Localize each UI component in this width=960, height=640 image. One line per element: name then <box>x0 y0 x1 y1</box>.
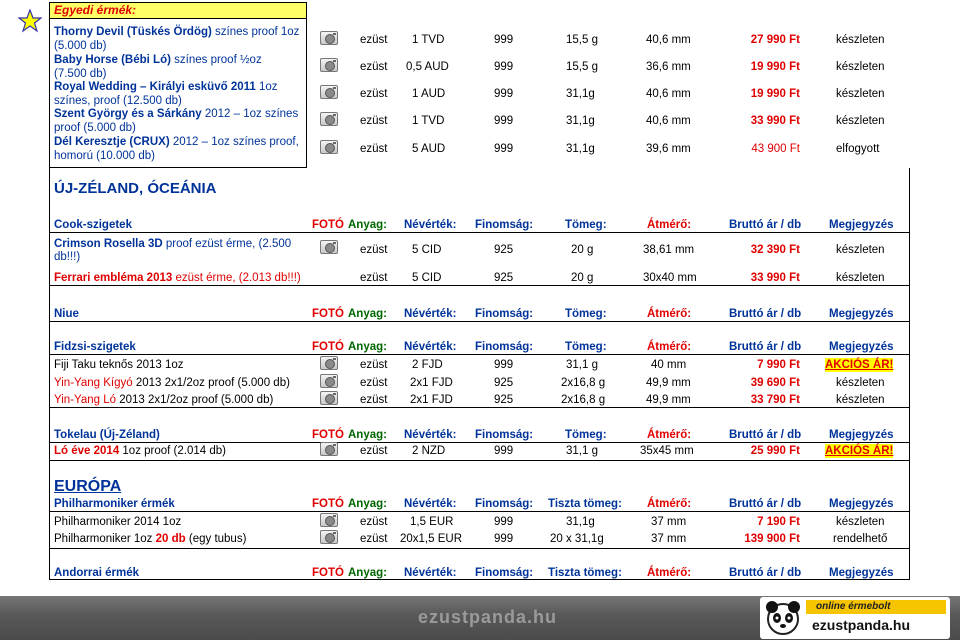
col-nevertek: Névérték: <box>404 219 457 231</box>
tokelau-row-1-nevertek: 2 NZD <box>412 445 446 457</box>
tokelau-header-underline <box>49 442 910 443</box>
phil-row-1-megj: készleten <box>836 516 885 528</box>
fidzsi-row-3-ar: 33 790 Ft <box>750 394 800 406</box>
top-row-1-megj: készleten <box>836 34 885 46</box>
photo-icon[interactable] <box>320 530 338 544</box>
col-finomsag: Finomság: <box>475 341 534 353</box>
cook-row-2-ar: 33 990 Ft <box>750 272 800 284</box>
fidzsi-row-2-atmero: 49,9 mm <box>646 377 691 389</box>
top-row-2-tomeg: 15,5 g <box>566 61 598 73</box>
fidzsi-row-1-ar: 7 990 Ft <box>757 359 800 371</box>
top-row-3-nevertek: 1 AUD <box>412 88 446 100</box>
fidzsi-row-2-megj: készleten <box>836 377 885 389</box>
top-item-1-line2: (5.000 db) <box>54 40 107 52</box>
footer-watermark: ezustpanda.hu <box>418 607 558 627</box>
top-row-3-tomeg: 31,1g <box>566 88 595 100</box>
phil-row-2-name: Philharmoniker 1oz 20 db (egy tubus) <box>54 533 247 545</box>
top-row-1-finomsag: 999 <box>494 34 514 46</box>
cook-row-1-name-l2: db!!!) <box>54 251 81 263</box>
cook-row-1-name-l1: Crimson Rosella 3D proof ezüst érme, (2.500 <box>54 238 292 250</box>
fidzsi-row-2-anyag: ezüst <box>360 377 388 389</box>
tokelau-row-1-tomeg: 31,1 g <box>566 445 598 457</box>
col-finomsag: Finomság: <box>475 219 534 231</box>
phil-row-1-tomeg: 31,1g <box>566 516 595 528</box>
tokelau-section-name: Tokelau (Új-Zéland) <box>54 429 160 441</box>
top-row-4-megj: készleten <box>836 115 885 127</box>
col-foto: FOTÓ <box>312 429 344 441</box>
phil-row-2-tomeg: 20 x 31,1g <box>550 533 604 545</box>
cook-row-2-finomsag: 925 <box>494 272 514 284</box>
cook-row-2-megj: készleten <box>836 272 885 284</box>
col-finomsag: Finomság: <box>475 498 534 510</box>
top-item-3-line1: Royal Wedding – Királyi esküvő 2011 1oz <box>54 81 278 93</box>
top-item-2-line1: Baby Horse (Bébi Ló) színes proof ½oz <box>54 54 262 66</box>
niue-header-underline <box>49 321 910 322</box>
photo-icon[interactable] <box>320 442 338 456</box>
col-tomeg: Tömeg: <box>565 341 607 353</box>
logo-brand: ezustpanda.hu <box>812 617 911 633</box>
col-megj: Megjegyzés <box>829 219 894 231</box>
fidzsi-row-3-atmero: 49,9 mm <box>646 394 691 406</box>
tokelau-row-1-name: Ló éve 2014 1oz proof (2.014 db) <box>54 445 226 457</box>
egyedi-label: Egyedi érmék: <box>54 3 137 17</box>
top-row-4-ar: 33 990 Ft <box>750 115 800 127</box>
phil-row-2-finomsag: 999 <box>494 533 514 545</box>
cook-row-1-nevertek: 5 CID <box>412 244 442 256</box>
col-ar: Bruttó ár / db <box>729 308 802 320</box>
tokelau-underline <box>49 460 910 461</box>
top-row-1-nevertek: 1 TVD <box>412 34 445 46</box>
col-megj: Megjegyzés <box>829 429 894 441</box>
cook-header-underline <box>49 232 910 233</box>
col-nevertek: Névérték: <box>404 567 457 579</box>
top-row-5-megj: elfogyott <box>836 143 880 155</box>
phil-row-1-finomsag: 999 <box>494 516 514 528</box>
col-foto: FOTÓ <box>312 308 344 320</box>
col-atmero: Átmérő: <box>647 567 692 579</box>
top-row-4-tomeg: 31,1g <box>566 115 595 127</box>
top-row-4-nevertek: 1 TVD <box>412 115 445 127</box>
fidzsi-row-2-finomsag: 925 <box>494 377 514 389</box>
photo-icon[interactable] <box>320 31 338 45</box>
top-item-2-line2: (7.500 db) <box>54 68 107 80</box>
top-row-5-anyag: ezüst <box>360 143 388 155</box>
top-row-5-ar: 43 900 Ft <box>751 143 800 155</box>
cook-row-2-tomeg: 20 g <box>571 272 594 284</box>
col-tiszta-tomeg: Tiszta tömeg: <box>548 498 622 510</box>
phil-row-2-atmero: 37 mm <box>651 533 687 545</box>
top-item-3-line2: színes, proof (12.500 db) <box>54 95 182 107</box>
cook-row-2-name: Ferrari embléma 2013 ezüst érme, (2.013 db!!!) <box>54 272 301 284</box>
photo-icon[interactable] <box>320 85 338 99</box>
col-nevertek: Névérték: <box>404 429 457 441</box>
top-row-3-anyag: ezüst <box>360 88 388 100</box>
top-row-2-finomsag: 999 <box>494 61 514 73</box>
europa-title: EURÓPA <box>54 478 122 495</box>
star-icon <box>18 9 42 33</box>
top-item-5-line2: homorú (10.000 db) <box>54 150 156 162</box>
top-row-3-finomsag: 999 <box>494 88 514 100</box>
col-foto: FOTÓ <box>312 341 344 353</box>
col-ar: Bruttó ár / db <box>729 429 802 441</box>
fidzsi-underline <box>49 407 910 408</box>
top-item-4-line1: Szent György és a Sárkány 2012 – 1oz színes <box>54 108 299 120</box>
col-megj: Megjegyzés <box>829 308 894 320</box>
top-row-5-atmero: 39,6 mm <box>646 143 691 155</box>
fidzsi-row-3-megj: készleten <box>836 394 885 406</box>
col-tomeg: Tömeg: <box>565 219 607 231</box>
panda-icon <box>764 599 802 637</box>
col-anyag: Anyag: <box>348 308 387 320</box>
photo-icon[interactable] <box>320 112 338 126</box>
top-row-2-anyag: ezüst <box>360 61 388 73</box>
fidzsi-header-underline <box>49 354 910 355</box>
col-tomeg: Tömeg: <box>565 308 607 320</box>
col-anyag: Anyag: <box>348 219 387 231</box>
cook-row-2-anyag: ezüst <box>360 272 388 284</box>
top-row-5-finomsag: 999 <box>494 143 514 155</box>
tokelau-row-1-megj: AKCIÓS ÁR! <box>825 445 894 457</box>
phil-row-2-ar: 139 900 Ft <box>744 533 800 545</box>
photo-icon[interactable] <box>320 513 338 527</box>
top-row-1-atmero: 40,6 mm <box>646 34 691 46</box>
col-tiszta-tomeg: Tiszta tömeg: <box>548 567 622 579</box>
top-row-5-nevertek: 5 AUD <box>412 143 446 155</box>
top-row-2-atmero: 36,6 mm <box>646 61 691 73</box>
fidzsi-row-3-tomeg: 2x16,8 g <box>561 394 606 406</box>
fidzsi-row-1-tomeg: 31,1 g <box>566 359 598 371</box>
tokelau-row-1-atmero: 35x45 mm <box>640 445 694 457</box>
phil-row-1-ar: 7 190 Ft <box>757 516 800 528</box>
top-row-2-ar: 19 990 Ft <box>750 61 800 73</box>
phil-row-2-anyag: ezüst <box>360 533 388 545</box>
fidzsi-row-2-tomeg: 2x16,8 g <box>561 377 606 389</box>
top-row-3-atmero: 40,6 mm <box>646 88 691 100</box>
uj-zeland-title: ÚJ-ZÉLAND, ÓCEÁNIA <box>54 180 217 197</box>
col-ar: Bruttó ár / db <box>729 567 802 579</box>
photo-icon[interactable] <box>320 356 338 370</box>
col-atmero: Átmérő: <box>647 308 692 320</box>
col-anyag: Anyag: <box>348 567 387 579</box>
niue-section-name: Niue <box>54 308 79 320</box>
top-row-1-ar: 27 990 Ft <box>750 34 800 46</box>
fidzsi-row-2-ar: 39 690 Ft <box>750 377 800 389</box>
cook-row-2-underline <box>49 285 910 286</box>
col-finomsag: Finomság: <box>475 567 534 579</box>
top-row-3-megj: készleten <box>836 88 885 100</box>
fidzsi-row-1-megj: AKCIÓS ÁR! <box>825 359 894 371</box>
phil-row-2-megj: rendelhető <box>833 533 888 545</box>
photo-icon[interactable] <box>320 58 338 72</box>
cook-row-1-tomeg: 20 g <box>571 244 594 256</box>
philharmoniker-underline <box>49 548 910 549</box>
col-ar: Bruttó ár / db <box>729 498 802 510</box>
cook-row-1-megj: készleten <box>836 244 885 256</box>
top-row-2-megj: készleten <box>836 61 885 73</box>
col-nevertek: Névérték: <box>404 341 457 353</box>
logo-tagline: online érmebolt <box>816 601 891 612</box>
philharmoniker-section-name: Philharmoniker érmék <box>54 498 175 510</box>
phil-row-2-nevertek: 20x1,5 EUR <box>400 533 463 545</box>
top-item-1-line1: Thorny Devil (Tüskés Ördög) színes proof 1oz <box>54 26 300 38</box>
tokelau-row-1-finomsag: 999 <box>494 445 514 457</box>
col-foto: FOTÓ <box>312 567 344 579</box>
fidzsi-row-1-name: Fiji Taku teknős 2013 1oz <box>54 359 184 371</box>
fidzsi-row-3-anyag: ezüst <box>360 394 388 406</box>
fidzsi-row-1-finomsag: 999 <box>494 359 514 371</box>
col-megj: Megjegyzés <box>829 341 894 353</box>
col-foto: FOTÓ <box>312 498 344 510</box>
tokelau-row-1-ar: 25 990 Ft <box>750 445 800 457</box>
fidzsi-row-1-anyag: ezüst <box>360 359 388 371</box>
col-foto: FOTÓ <box>312 219 344 231</box>
phil-row-1-anyag: ezüst <box>360 516 388 528</box>
cook-section-name: Cook-szigetek <box>54 219 132 231</box>
phil-row-1-name: Philharmoniker 2014 1oz <box>54 516 182 528</box>
fidzsi-row-2-nevertek: 2x1 FJD <box>410 377 453 389</box>
fidzsi-row-1-nevertek: 2 FJD <box>412 359 443 371</box>
col-finomsag: Finomság: <box>475 429 534 441</box>
col-finomsag: Finomság: <box>475 308 534 320</box>
col-anyag: Anyag: <box>348 341 387 353</box>
top-row-4-finomsag: 999 <box>494 115 514 127</box>
col-megj: Megjegyzés <box>829 567 894 579</box>
col-atmero: Átmérő: <box>647 219 692 231</box>
col-atmero: Átmérő: <box>647 498 692 510</box>
photo-icon[interactable] <box>320 391 338 405</box>
cook-row-1-ar: 32 390 Ft <box>750 244 800 256</box>
cook-row-1-finomsag: 925 <box>494 244 514 256</box>
fidzsi-row-2-name: Yin-Yang Kígyó 2013 2x1/2oz proof (5.000 db) <box>54 377 290 389</box>
col-anyag: Anyag: <box>348 498 387 510</box>
top-item-5-line1: Dél Keresztje (CRUX) 2012 – 1oz színes proof, <box>54 136 299 148</box>
fidzsi-section-name: Fidzsi-szigetek <box>54 341 136 353</box>
cook-row-1-anyag: ezüst <box>360 244 388 256</box>
col-atmero: Átmérő: <box>647 341 692 353</box>
cook-row-2-atmero: 30x40 mm <box>643 272 697 284</box>
top-item-4-line2: proof (5.000 db) <box>54 122 136 134</box>
top-row-3-ar: 19 990 Ft <box>750 88 800 100</box>
top-row-1-tomeg: 15,5 g <box>566 34 598 46</box>
top-row-1-anyag: ezüst <box>360 34 388 46</box>
top-row-2-nevertek: 0,5 AUD <box>406 61 449 73</box>
col-ar: Bruttó ár / db <box>729 341 802 353</box>
fidzsi-row-3-name: Yin-Yang Ló 2013 2x1/2oz proof (5.000 db) <box>54 394 274 406</box>
fidzsi-row-1-atmero: 40 mm <box>651 359 687 371</box>
col-nevertek: Névérték: <box>404 308 457 320</box>
col-anyag: Anyag: <box>348 429 387 441</box>
photo-icon[interactable] <box>320 140 338 154</box>
fidzsi-row-3-finomsag: 925 <box>494 394 514 406</box>
cook-row-1-atmero: 38,61 mm <box>643 244 695 256</box>
fidzsi-row-3-nevertek: 2x1 FJD <box>410 394 453 406</box>
col-tomeg: Tömeg: <box>565 429 607 441</box>
photo-icon[interactable] <box>320 240 338 254</box>
cook-row-2-nevertek: 5 CID <box>412 272 442 284</box>
top-row-4-anyag: ezüst <box>360 115 388 127</box>
photo-icon[interactable] <box>320 374 338 388</box>
footer-logo[interactable] <box>760 597 950 639</box>
phil-row-1-atmero: 37 mm <box>651 516 687 528</box>
top-row-5-tomeg: 31,1g <box>566 143 595 155</box>
phil-row-1-nevertek: 1,5 EUR <box>410 516 454 528</box>
philharmoniker-header-underline <box>49 511 910 512</box>
tokelau-row-1-anyag: ezüst <box>360 445 388 457</box>
col-ar: Bruttó ár / db <box>729 219 802 231</box>
top-row-4-atmero: 40,6 mm <box>646 115 691 127</box>
col-atmero: Átmérő: <box>647 429 692 441</box>
col-nevertek: Névérték: <box>404 498 457 510</box>
andorra-section-name: Andorrai érmék <box>54 567 140 579</box>
col-megj: Megjegyzés <box>829 498 894 510</box>
